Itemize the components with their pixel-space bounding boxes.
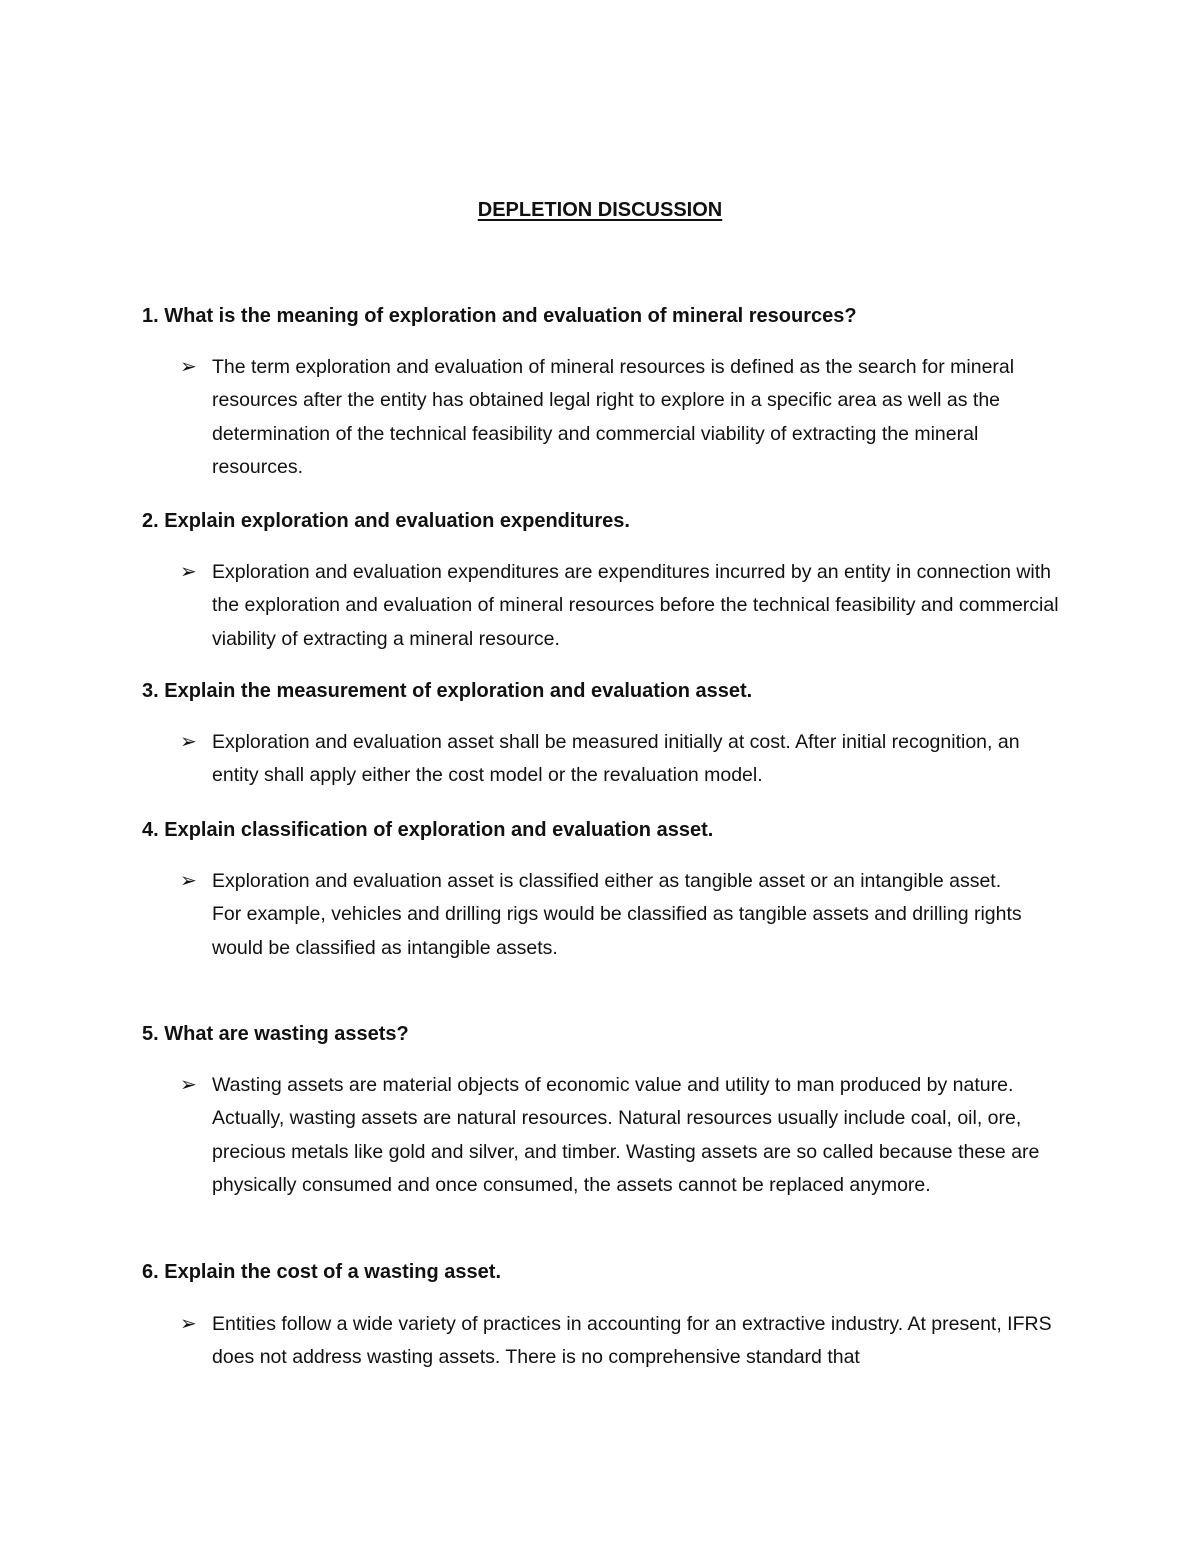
document-title: DEPLETION DISCUSSION <box>477 199 723 221</box>
answer-3-text: Exploration and evaluation asset shall be measured initially at cost. After initial recognition, an entity shall apply either the cost model or the revaluation model. <box>212 731 1020 787</box>
question-6: 6. Explain the cost of a wasting asset. <box>142 1261 501 1283</box>
arrowhead-bullet-icon: ➢ <box>180 561 197 583</box>
answer-2 <box>180 556 1060 656</box>
answer-5-text: Wasting assets are material objects of economic value and utility to man produced by nature. Actually, wasting assets are natural resources. Natural resources usually include coal, oil, ore, precious metals like gold and silver, and timber. Wasting assets are so called because these are physically consumed and once consumed, the assets cannot be replaced anymore. <box>212 1074 1040 1196</box>
arrowhead-bullet-icon: ➢ <box>180 356 197 378</box>
answer-3 <box>180 726 1060 793</box>
answer-2-text: Exploration and evaluation expenditures are expenditures incurred by an entity in connection with the exploration and evaluation of mineral resources before the technical feasibility and commercial viability of extracting a mineral resource. <box>212 561 1059 650</box>
answer-1-text: The term exploration and evaluation of mineral resources is defined as the search for mineral resources after the entity has obtained legal right to explore in a specific area as well as the determination of the technical feasibility and commercial viability of extracting the mineral resources. <box>212 356 1015 478</box>
question-4: 4. Explain classification of exploration and evaluation asset. <box>142 819 714 841</box>
arrowhead-bullet-icon: ➢ <box>180 1313 197 1335</box>
arrowhead-bullet-icon: ➢ <box>180 870 197 892</box>
question-2: 2. Explain exploration and evaluation expenditures. <box>142 510 630 532</box>
arrowhead-bullet-icon: ➢ <box>180 731 197 753</box>
answer-1 <box>180 351 1060 484</box>
question-5: 5. What are wasting assets? <box>142 1023 409 1045</box>
answer-4 <box>180 865 1060 965</box>
answer-6 <box>180 1308 1060 1375</box>
answer-4-text: Exploration and evaluation asset is classified either as tangible asset or an intangible asset. For example, vehicles and drilling rigs would be classified as tangible assets and drilling rights would be classified as intangible assets. <box>212 870 1022 959</box>
answer-5 <box>180 1069 1060 1202</box>
answer-6-text: Entities follow a wide variety of practices in accounting for an extractive industry. At present, IFRS does not address wasting assets. There is no comprehensive standard that <box>212 1313 1052 1369</box>
question-3: 3. Explain the measurement of exploration and evaluation asset. <box>142 680 753 702</box>
arrowhead-bullet-icon: ➢ <box>180 1074 197 1096</box>
question-1: 1. What is the meaning of exploration and evaluation of mineral resources? <box>142 305 857 327</box>
